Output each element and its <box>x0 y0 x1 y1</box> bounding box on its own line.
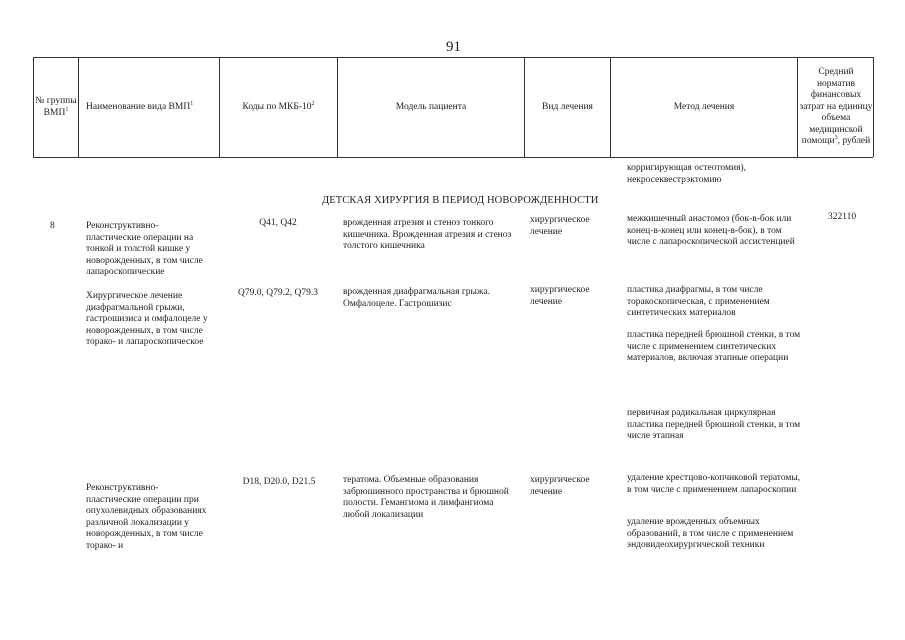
footnote-marker: 1 <box>190 100 194 107</box>
header-average-cost-label: Средний норматив финансовых затрат на единицу объема медицинской помощи <box>799 66 873 147</box>
row3-vmp-name: Реконструктивно-пластические операции при опухолевидных образованиях различной локализации у новорожденных, в том числе торако- и <box>86 483 207 551</box>
header-average-cost-unit: , рублей <box>837 136 871 147</box>
footnote-marker: 2 <box>311 100 315 107</box>
row1-vmp-name: Реконструктивно-пластические операции на тонкой и толстой кишке у новорожденных, в том числе лапароскопические <box>86 221 203 278</box>
header-treatment-method <box>611 58 797 157</box>
row3-method-1: удаление крестцово-копчиковой тератомы, в том числе с применением лапароскопии <box>627 473 801 495</box>
row2-patient-model: врожденная диафрагмальная грыжа. Омфалоцеле. Гастрошизис <box>343 287 491 309</box>
header-patient-model-label: Модель пациента <box>395 101 467 112</box>
header-group-number <box>34 58 78 157</box>
row2-vmp-name: Хирургическое лечение диафрагмальной грыжи, гастрошизиса и омфалоцеле у новорожденных, в том числе торако- и лапароскопическое <box>86 291 208 348</box>
row1-method-1: межкишечный анастомоз (бок-в-бок или конец-в-конец или конец-в-бок), в том числе с лапароскопической ассистенцией <box>627 214 795 248</box>
row3-treatment-type: хирургическое лечение <box>530 475 590 497</box>
header-treatment-type-label: Вид лечения <box>542 101 593 112</box>
footnote-marker: 1 <box>65 106 69 113</box>
page-number: 91 <box>446 39 461 55</box>
header-vmp-name <box>86 58 219 157</box>
header-divider <box>873 57 874 157</box>
header-average-cost <box>799 58 873 157</box>
header-treatment-method-label: Метод лечения <box>673 101 735 112</box>
row2-icd-codes: Q79.0, Q79.2, Q79.3 <box>238 288 318 298</box>
row1-treatment-type: хирургическое лечение <box>530 215 590 237</box>
header-treatment-type <box>525 58 610 157</box>
header-icd-codes-label: Коды по МКБ-10 <box>242 101 312 112</box>
group-number: 8 <box>50 221 55 231</box>
row1-icd-codes: Q41, Q42 <box>259 218 297 228</box>
row2-method-2: пластика передней брюшной стенки, в том числе с применением синтетических материалов, включая этапные операции <box>627 330 801 364</box>
header-divider <box>78 57 79 157</box>
header-divider <box>797 57 798 157</box>
row2-method-1: пластика диафрагмы, в том числе торакоскопическая, с применением синтетических материалов <box>627 285 770 319</box>
footnote-marker: 3 <box>834 135 838 142</box>
header-vmp-name-label: Наименование вида ВМП <box>86 101 191 112</box>
continuation-method: корригирующая остеотомия), некросеквестрэктомию <box>627 163 746 185</box>
row3-patient-model: тератома. Объемные образования забрюшинного пространства и брюшной полости. Гемангиома и лимфангиома любой локализации <box>343 475 509 520</box>
row1-patient-model: врожденная атрезия и стеноз тонкого кишечника. Врожденная атрезия и стеноз толстого кишечника <box>343 218 512 252</box>
header-patient-model <box>338 58 524 157</box>
header-bottom-border <box>33 157 873 158</box>
average-cost-value: 322110 <box>828 212 857 222</box>
row3-icd-codes: D18, D20.0, D21.5 <box>242 477 316 487</box>
row2-method-3: первичная радикальная циркулярная пластика передней брюшной стенки, в том числе этапная <box>627 408 801 442</box>
header-icd-codes <box>220 58 337 157</box>
header-group-number-label: № группы ВМП <box>35 95 77 118</box>
row3-method-2: удаление врожденных объемных образований, в том числе с применением эндовидеохирургической техники <box>627 517 794 551</box>
row2-treatment-type: хирургическое лечение <box>530 285 590 307</box>
section-title: ДЕТСКАЯ ХИРУРГИЯ В ПЕРИОД НОВОРОЖДЕННОСТИ <box>322 195 599 206</box>
